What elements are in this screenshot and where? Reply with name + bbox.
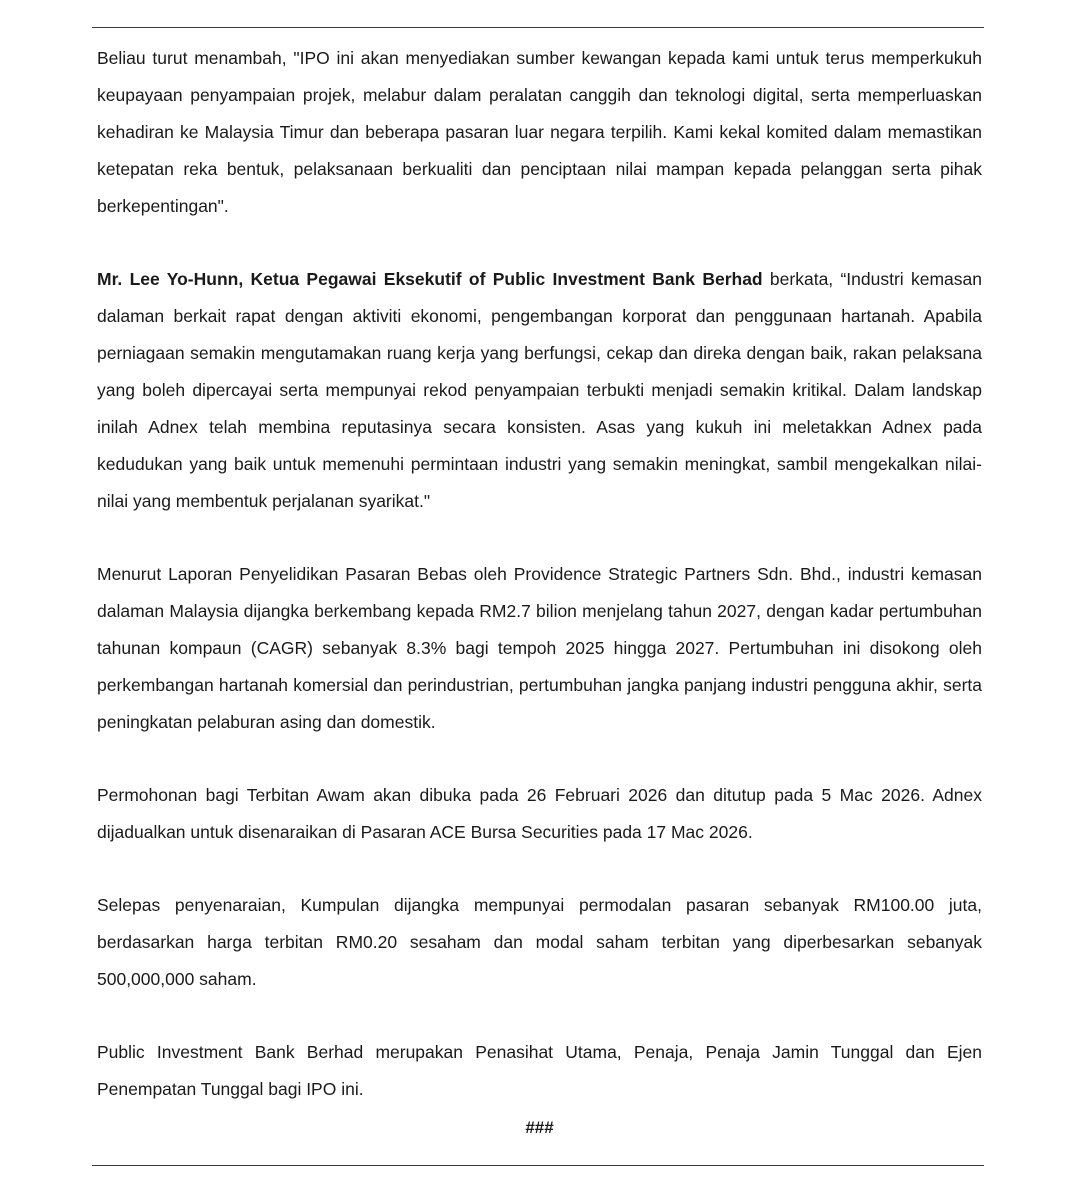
end-mark: ### <box>525 1118 554 1137</box>
paragraph-ceo-quote <box>97 261 982 520</box>
document-body <box>97 40 982 1108</box>
ceo-quote-text: berkata, “Industri kemasan dalaman berkait rapat dengan aktiviti ekonomi, pengembangan korporat dan penggunaan hartanah. Apabila perniagaan semakin mengutamakan ruang kerja yang berfungsi, cekap dan direka dengan baik, rakan pelaksana yang boleh dipercayai serta mempunyai rekod penyampaian terbukti menjadi semakin kritikal. Dalam landskap inilah Adnex telah membina reputasinya secara konsisten. Asas yang kukuh ini meletakkan Adnex pada kedudukan yang baik untuk memenuhi permintaan industri yang semakin meningkat, sambil mengekalkan nilai-nilai yang membentuk perjalanan syarikat." <box>97 269 983 511</box>
top-divider <box>92 27 984 28</box>
paragraph-advisers: Public Investment Bank Berhad merupakan Penasihat Utama, Penaja, Penaja Jamin Tunggal dan Ejen Penempatan Tunggal bagi IPO ini. <box>97 1042 982 1099</box>
bottom-divider <box>92 1165 984 1166</box>
speaker-name: Mr. Lee Yo-Hunn, Ketua Pegawai Eksekutif of Public Investment Bank Berhad <box>97 269 763 289</box>
paragraph-ipo-quote: Beliau turut menambah, "IPO ini akan menyediakan sumber kewangan kepada kami untuk terus memperkukuh keupayaan penyampaian projek, melabur dalam peralatan canggih dan teknologi digital, serta memperluaskan kehadiran ke Malaysia Timur dan beberapa pasaran luar negara terpilih. Kami kekal komited dalam memastikan ketepatan reka bentuk, pelaksanaan berkualiti dan penciptaan nilai mampan kepada pelanggan serta pihak berkepentingan". <box>97 48 982 216</box>
paragraph-market-capitalisation: Selepas penyenaraian, Kumpulan dijangka mempunyai permodalan pasaran sebanyak RM100.00 juta, berdasarkan harga terbitan RM0.20 sesaham dan modal saham terbitan yang diperbesarkan sebanyak 500,000,000 saham. <box>97 895 982 989</box>
paragraph-application-dates: Permohonan bagi Terbitan Awam akan dibuka pada 26 Februari 2026 dan ditutup pada 5 Mac 2026. Adnex dijadualkan untuk disenaraikan di Pasaran ACE Bursa Securities pada 17 Mac 2026. <box>97 785 982 842</box>
paragraph-market-research: Menurut Laporan Penyelidikan Pasaran Bebas oleh Providence Strategic Partners Sdn. Bhd., industri kemasan dalaman Malaysia dijangka berkembang kepada RM2.7 bilion menjelang tahun 2027, dengan kadar pertumbuhan tahunan kompaun (CAGR) sebanyak 8.3% bagi tempoh 2025 hingga 2027. Pertumbuhan ini disokong oleh perkembangan hartanah komersial dan perindustrian, pertumbuhan jangka panjang industri pengguna akhir, serta peningkatan pelaburan asing dan domestik. <box>97 564 982 732</box>
